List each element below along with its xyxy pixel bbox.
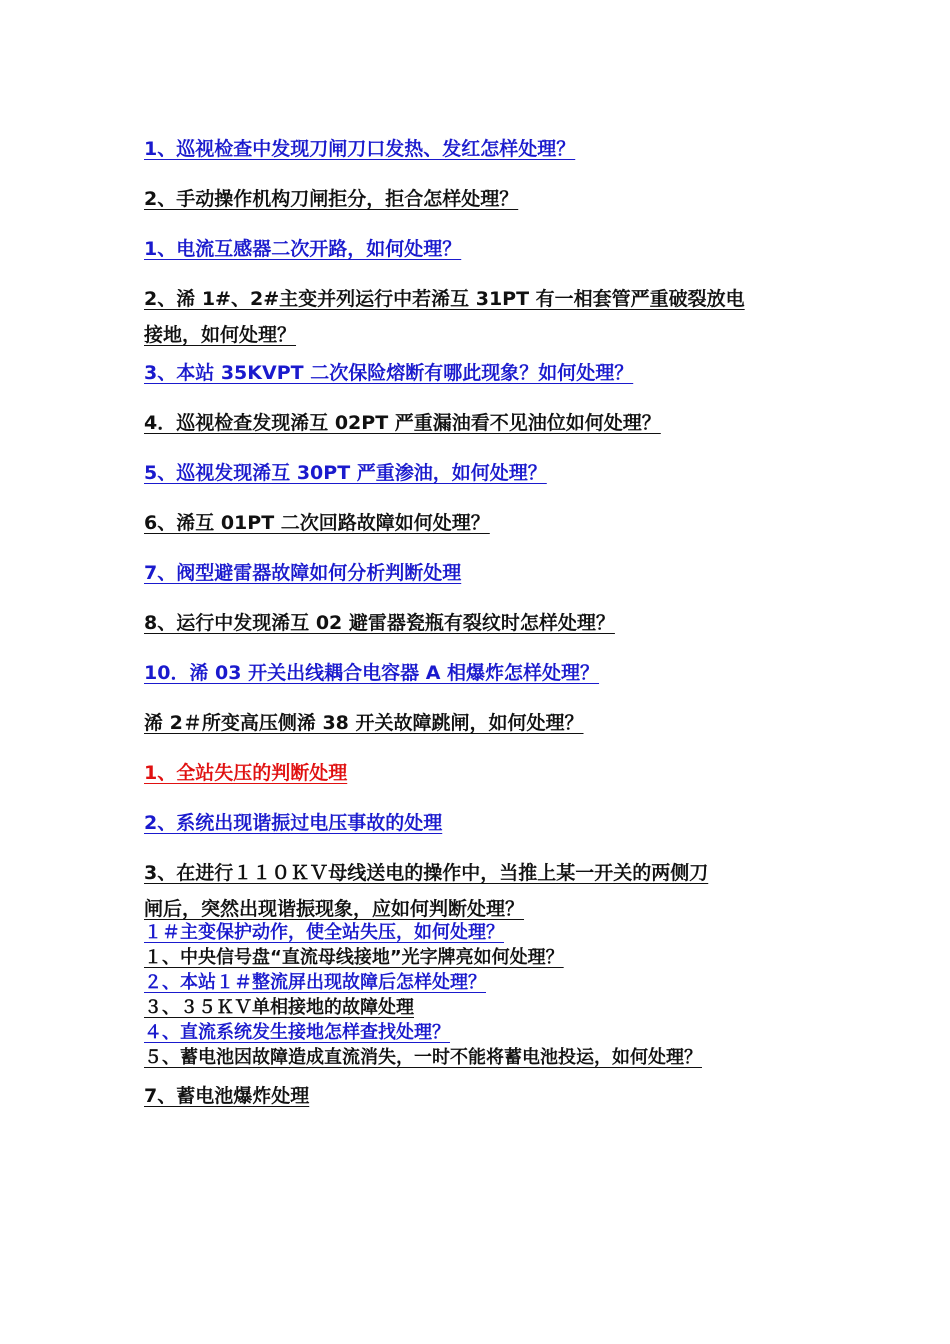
link-35kv-single-ground[interactable]: ３、３５ＫＶ单相接地的故障处理 xyxy=(144,997,414,1018)
link-rectifier-fault[interactable]: ２、本站１＃整流屏出现故障后怎样处理？ xyxy=(144,972,486,993)
link-battery-explosion[interactable]: 7、蓄电池爆炸处理 xyxy=(144,1085,310,1107)
link-38-switch-trip[interactable]: 浠 2＃所变高压侧浠 38 开关故障跳闸，如何处理？ xyxy=(144,712,584,734)
link-ct-secondary-open[interactable]: 1、电流互感器二次开路，如何处理？ xyxy=(144,238,462,260)
link-110kv-resonance-line1[interactable]: 3、在进行１１０ＫＶ母线送电的操作中，当推上某一开关的两侧刀 xyxy=(144,862,709,884)
link-dc-ground-search[interactable]: ４、直流系统发生接地怎样查找处理？ xyxy=(144,1022,450,1043)
link-arrester-fault[interactable]: 7、阀型避雷器故障如何分析判断处理 xyxy=(144,562,462,584)
link-35kvpt-fuse[interactable]: 3、本站 35KVPT 二次保险熔断有哪此现象？如何处理？ xyxy=(144,362,634,384)
link-pt-bushing-crack-line2[interactable]: 接地，如何处理？ xyxy=(144,324,297,346)
link-knife-switch-overheat[interactable]: 1、巡视检查中发现刀闸刀口发热、发红怎样处理？ xyxy=(144,138,576,160)
link-station-blackout[interactable]: 1、全站失压的判断处理 xyxy=(144,762,348,784)
link-arrester-crack[interactable]: 8、运行中发现浠互 02 避雷器瓷瓶有裂纹时怎样处理？ xyxy=(144,612,615,634)
link-resonance-overvoltage[interactable]: 2、系统出现谐振过电压事故的处理 xyxy=(144,812,443,834)
link-manual-switch-refuse[interactable]: 2、手动操作机构刀闸拒分，拒合怎样处理？ xyxy=(144,188,519,210)
link-battery-dc-loss[interactable]: ５、蓄电池因故障造成直流消失，一时不能将蓄电池投运，如何处理？ xyxy=(144,1047,702,1068)
link-30pt-oil-seep[interactable]: 5、巡视发现浠互 30PT 严重渗油，如何处理？ xyxy=(144,462,547,484)
link-transformer-protection[interactable]: １＃主变保护动作，使全站失压，如何处理？ xyxy=(144,922,504,943)
link-02pt-oil-leak[interactable]: 4．巡视检查发现浠互 02PT 严重漏油看不见油位如何处理？ xyxy=(144,412,661,434)
link-dc-bus-ground-signal[interactable]: １、中央信号盘“直流母线接地”光字牌亮如何处理？ xyxy=(144,947,564,968)
link-110kv-resonance-line2[interactable]: 闸后，突然出现谐振现象，应如何判断处理？ xyxy=(144,898,525,920)
link-01pt-secondary-fault[interactable]: 6、浠互 01PT 二次回路故障如何处理？ xyxy=(144,512,490,534)
link-pt-bushing-crack-line1[interactable]: 2、浠 1#、2#主变并列运行中若浠互 31PT 有一相套管严重破裂放电 xyxy=(144,288,745,310)
link-capacitor-explosion[interactable]: 10．浠 03 开关出线耦合电容器 A 相爆炸怎样处理？ xyxy=(144,662,600,684)
